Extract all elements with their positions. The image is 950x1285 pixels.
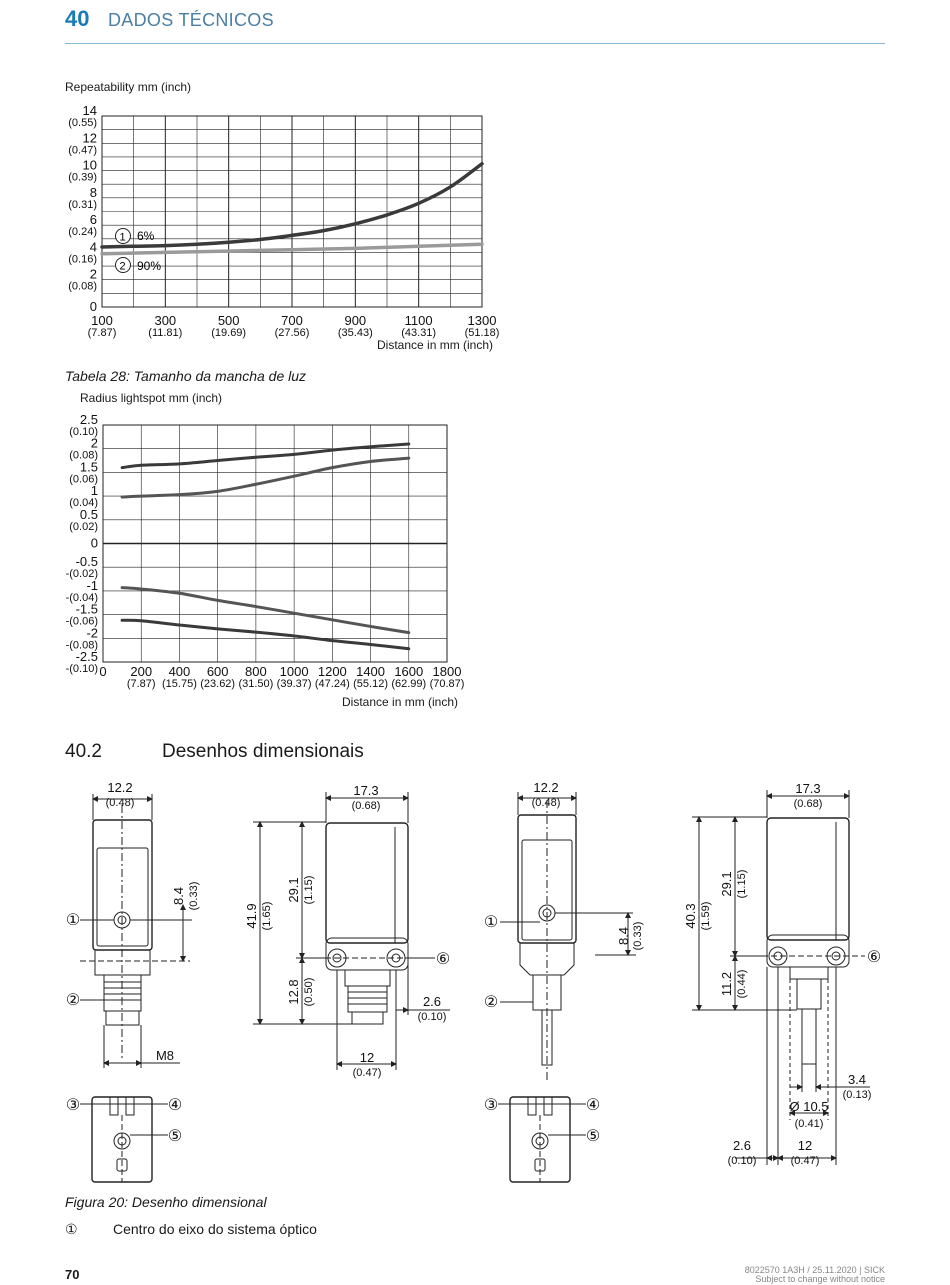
x-tick-label-inch: (62.99) bbox=[391, 678, 427, 690]
y-tick-label-inch: -(0.08) bbox=[65, 639, 98, 652]
d4-cable-in: (0.13) bbox=[842, 1089, 872, 1101]
y-tick-label-inch: (0.47) bbox=[68, 144, 97, 157]
y-tick-label: 12 bbox=[82, 130, 97, 146]
y-tick-label: -1 bbox=[86, 577, 98, 593]
chart1-curve-label-2 bbox=[116, 258, 162, 274]
drawing-3-front-cable bbox=[498, 792, 636, 1182]
d4-cable-mm: 3.4 bbox=[847, 1072, 867, 1087]
y-tick-label-inch: (0.08) bbox=[69, 449, 98, 462]
curve-label-6-percent: 6% bbox=[137, 229, 155, 243]
x-tick-label: 600 bbox=[206, 664, 229, 679]
d1-width-mm: 12.2 bbox=[107, 780, 133, 795]
d2-upper-mm: 29.1 bbox=[286, 877, 301, 903]
y-tick-label: 2 bbox=[89, 266, 97, 282]
repeatability-chart bbox=[55, 100, 525, 360]
x-tick-label: 0 bbox=[99, 664, 107, 679]
svg-text:1: 1 bbox=[119, 231, 126, 244]
page-number: 70 bbox=[65, 1267, 80, 1282]
x-tick-label-inch: (55.12) bbox=[353, 678, 388, 690]
y-tick-label: 1 bbox=[90, 483, 98, 499]
drawing-3-labels bbox=[484, 780, 644, 1145]
x-tick-label: 800 bbox=[245, 664, 267, 679]
d2-hole-spacing-mm: 12 bbox=[359, 1050, 375, 1065]
y-tick-label: -2 bbox=[86, 625, 98, 641]
d2-total-in: (1.65) bbox=[261, 901, 273, 931]
figure-caption: Figura 20: Desenho dimensional bbox=[65, 1194, 267, 1210]
legend-item bbox=[65, 1221, 317, 1238]
x-tick-label: 400 bbox=[168, 664, 191, 679]
x-tick-label-inch: (70.87) bbox=[429, 678, 465, 690]
chart1-grid bbox=[102, 116, 482, 307]
x-tick-label-inch: (23.62) bbox=[200, 678, 236, 690]
d2-width-mm: 17.3 bbox=[353, 783, 379, 798]
c2-series-line-3 bbox=[122, 588, 409, 633]
chart1-y-ticks bbox=[68, 103, 97, 314]
d1-marker-3: ③ bbox=[65, 1097, 81, 1114]
d1-marker-1: ① bbox=[65, 912, 81, 929]
x-tick-label: 900 bbox=[344, 313, 367, 328]
y-tick-label: -0.5 bbox=[75, 554, 98, 570]
d4-upper-in: (1.15) bbox=[736, 869, 748, 899]
d3-width-in: (0.48) bbox=[531, 797, 561, 809]
y-tick-label-inch: (0.08) bbox=[68, 280, 97, 293]
d1-width-in: (0.48) bbox=[105, 797, 135, 809]
x-tick-label: 1200 bbox=[317, 664, 347, 679]
x-tick-label-inch: (11.81) bbox=[148, 327, 183, 339]
d4-offset-mm: 2.6 bbox=[732, 1138, 752, 1153]
d3-marker-5: ⑤ bbox=[585, 1128, 601, 1145]
d2-total-mm: 41.9 bbox=[244, 903, 259, 929]
x-tick-label-inch: (43.31) bbox=[401, 327, 437, 339]
d4-diameter-mm: Ø 10.5 bbox=[789, 1099, 829, 1114]
d1-thread: M8 bbox=[155, 1048, 175, 1063]
d4-offset-in: (0.10) bbox=[727, 1155, 757, 1167]
y-tick-label-inch: -(0.06) bbox=[65, 615, 98, 628]
x-tick-label-inch: (31.50) bbox=[238, 678, 274, 690]
chart1-x-axis-label: Distance in mm (inch) bbox=[377, 338, 494, 352]
drawing-4-labels bbox=[683, 781, 881, 1167]
x-tick-label: 1600 bbox=[394, 664, 424, 679]
d3-height-mm: 8.4 bbox=[616, 926, 631, 946]
legend-marker: ① bbox=[65, 1221, 78, 1237]
x-tick-label: 200 bbox=[130, 664, 153, 679]
x-tick-label: 700 bbox=[281, 313, 303, 328]
d2-marker-6: ⑥ bbox=[435, 951, 451, 968]
x-tick-label: 100 bbox=[91, 313, 113, 328]
x-tick-label-inch: (35.43) bbox=[337, 327, 373, 339]
section-number: 40.2 bbox=[65, 741, 102, 762]
footer-note: Subject to change without notice bbox=[755, 1274, 885, 1284]
d2-lower-mm: 12.8 bbox=[286, 979, 301, 1005]
d1-marker-5: ⑤ bbox=[167, 1128, 183, 1145]
chart1-curve-label-1 bbox=[116, 229, 155, 244]
chart2-y-ticks bbox=[66, 412, 98, 675]
y-tick-label-inch: (0.16) bbox=[68, 253, 97, 266]
x-tick-label-inch: (19.69) bbox=[211, 327, 247, 339]
x-tick-label: 1000 bbox=[279, 664, 309, 679]
svg-text:2: 2 bbox=[119, 260, 126, 273]
d3-width-mm: 12.2 bbox=[533, 780, 559, 795]
d2-upper-in: (1.15) bbox=[303, 875, 315, 905]
chapter-number: 40 bbox=[65, 6, 90, 31]
y-tick-label: 2 bbox=[90, 435, 98, 451]
y-tick-label: 1.5 bbox=[79, 459, 98, 475]
d3-marker-4: ④ bbox=[585, 1097, 601, 1114]
d3-height-in: (0.33) bbox=[632, 921, 644, 951]
x-tick-label: 1300 bbox=[467, 313, 497, 328]
d2-offset-mm: 2.6 bbox=[422, 994, 442, 1009]
y-tick-label: 0 bbox=[89, 299, 97, 314]
y-tick-label: 14 bbox=[82, 103, 97, 118]
x-tick-label: 1400 bbox=[356, 664, 386, 679]
curve-label-90-percent: 90% bbox=[137, 259, 162, 273]
d2-offset-in: (0.10) bbox=[417, 1011, 447, 1023]
d4-lower-mm: 11.2 bbox=[719, 971, 734, 997]
y-tick-label: -1.5 bbox=[75, 601, 98, 617]
x-tick-label-inch: (7.87) bbox=[87, 327, 117, 339]
d4-diameter-in: (0.41) bbox=[794, 1118, 824, 1130]
x-tick-label: 1100 bbox=[404, 313, 433, 328]
y-tick-label-inch: (0.02) bbox=[69, 520, 98, 533]
d1-height-in: (0.33) bbox=[188, 881, 200, 911]
y-tick-label: 0.5 bbox=[79, 506, 98, 522]
y-tick-label-inch: (0.04) bbox=[69, 497, 98, 510]
y-tick-label: 0 bbox=[90, 535, 98, 551]
d3-marker-2: ② bbox=[483, 994, 499, 1011]
chart1-y-axis-label: Repeatability mm (inch) bbox=[65, 80, 192, 94]
y-tick-label-inch: (0.24) bbox=[68, 226, 97, 239]
d3-marker-1: ① bbox=[483, 914, 499, 931]
drawing-2-side-connector bbox=[253, 792, 450, 1070]
d3-marker-3: ③ bbox=[483, 1097, 499, 1114]
d4-width-mm: 17.3 bbox=[795, 781, 821, 796]
y-tick-label: 8 bbox=[89, 184, 97, 200]
x-tick-label-inch: (15.75) bbox=[162, 678, 197, 690]
chart2-series bbox=[122, 444, 409, 649]
x-tick-label-inch: (27.56) bbox=[274, 327, 310, 339]
d4-upper-mm: 29.1 bbox=[719, 871, 734, 897]
x-tick-label-inch: (47.24) bbox=[314, 678, 350, 690]
y-tick-label-inch: -(0.04) bbox=[65, 591, 98, 604]
lightspot-radius-chart bbox=[55, 410, 475, 695]
y-tick-label-inch: -(0.10) bbox=[65, 663, 98, 675]
y-tick-label-inch: (0.06) bbox=[69, 473, 98, 486]
y-tick-label: 4 bbox=[89, 239, 97, 255]
y-tick-label-inch: -(0.02) bbox=[65, 568, 98, 581]
table-caption: Tabela 28: Tamanho da mancha de luz bbox=[65, 368, 307, 384]
d1-height-mm: 8.4 bbox=[171, 886, 186, 906]
chart2-x-ticks bbox=[99, 664, 464, 690]
d4-width-in: (0.68) bbox=[793, 798, 823, 810]
y-tick-label-inch: (0.31) bbox=[68, 198, 97, 211]
drawing-1-front-connector bbox=[80, 794, 192, 1182]
d2-hole-spacing-in: (0.47) bbox=[352, 1067, 382, 1079]
chart2-y-axis-label: Radius lightspot mm (inch) bbox=[80, 391, 223, 405]
y-tick-label-inch: (0.39) bbox=[68, 171, 97, 184]
d2-width-in: (0.68) bbox=[351, 800, 381, 812]
x-tick-label: 300 bbox=[154, 313, 177, 328]
d1-marker-4: ④ bbox=[167, 1097, 183, 1114]
y-tick-label: 6 bbox=[89, 212, 97, 228]
y-tick-label-inch: (0.55) bbox=[68, 117, 97, 129]
y-tick-label-inch: (0.10) bbox=[69, 426, 98, 438]
x-tick-label: 500 bbox=[217, 313, 240, 328]
x-tick-label-inch: (7.87) bbox=[126, 678, 156, 690]
legend-text: Centro do eixo do sistema óptico bbox=[113, 1221, 317, 1237]
dimensional-drawings bbox=[0, 770, 950, 1190]
c2-series-line-1 bbox=[122, 444, 409, 468]
d4-total-mm: 40.3 bbox=[683, 903, 698, 929]
document-code: 8022570 1A3H / 25.11.2020 | SICK bbox=[744, 1265, 885, 1275]
chart1-x-ticks bbox=[88, 313, 500, 339]
d4-marker-6: ⑥ bbox=[866, 949, 882, 966]
x-tick-label-inch: (39.37) bbox=[276, 678, 312, 690]
y-tick-label: 10 bbox=[82, 157, 97, 173]
y-tick-label: 2.5 bbox=[79, 412, 98, 427]
d4-hole-spacing-in: (0.47) bbox=[790, 1155, 820, 1167]
chapter-title: DADOS TÉCNICOS bbox=[108, 10, 274, 30]
chart2-x-axis-label: Distance in mm (inch) bbox=[342, 695, 459, 709]
section-title: Desenhos dimensionais bbox=[162, 741, 364, 762]
d4-total-in: (1.59) bbox=[700, 901, 712, 931]
x-tick-label-inch: (51.18) bbox=[464, 327, 500, 339]
drawing-2-labels bbox=[244, 783, 450, 1079]
header-divider bbox=[65, 43, 885, 44]
d4-lower-in: (0.44) bbox=[736, 969, 748, 999]
d2-lower-in: (0.50) bbox=[303, 977, 315, 1007]
x-tick-label: 1800 bbox=[432, 664, 462, 679]
y-tick-label: -2.5 bbox=[75, 649, 98, 664]
drawing-1-labels bbox=[66, 780, 200, 1145]
d1-marker-2: ② bbox=[65, 992, 81, 1009]
d4-hole-spacing-mm: 12 bbox=[797, 1138, 813, 1153]
